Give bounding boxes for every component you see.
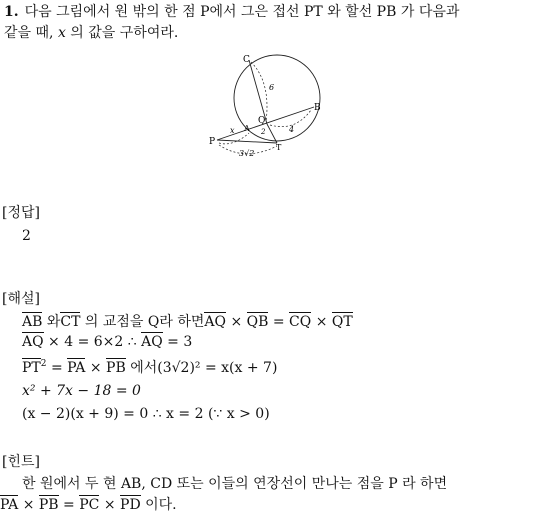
question-1 [4, 2, 532, 44]
label-two: 2 [261, 128, 266, 136]
hint-line-2: PA × PB = PC × PD 이다. [0, 497, 177, 513]
circle-secant-tangent-diagram [205, 52, 330, 164]
label-C: C [243, 55, 250, 65]
explanation-line-5: (x − 2)(x + 9) = 0 ∴ x = 2 (∵ x > 0) [22, 406, 270, 422]
explanation-label: [해설] [2, 291, 40, 307]
hint-label: [힌트] [2, 454, 40, 470]
label-P: P [209, 137, 216, 147]
hint-body [0, 474, 533, 516]
explanation-line-4: x² + 7x − 18 = 0 [22, 383, 141, 399]
question-line-2: 같을 때, x 의 값을 구하여라. [4, 25, 179, 41]
answer-label: [정답] [2, 205, 40, 221]
hint-line-1: 한 원에서 두 현 AB, CD 또는 이들의 연장선이 만나는 점을 P 라 하면 [22, 476, 448, 492]
label-A: A [244, 124, 250, 133]
question-line-1 [4, 2, 532, 23]
explanation-line-2: AQ × 4 = 6×2 ∴ AQ = 3 [22, 334, 193, 350]
question-text-1: 다음 그림에서 원 밖의 한 점 P에서 그은 접선 PT 와 할선 PB 가 다음과 [24, 4, 460, 20]
explanation-line-1: AB 와CT 의 교점을 Q라 하면AQ × QB = CQ × QT [22, 314, 353, 330]
label-x: x [230, 126, 235, 135]
chord-ct [249, 60, 267, 124]
question-number: 1. [4, 4, 19, 20]
brace-six [251, 62, 267, 122]
variable-x: x [57, 25, 66, 41]
label-four: 4 [289, 125, 295, 134]
label-six: 6 [269, 83, 275, 92]
label-Q: Q [258, 116, 266, 126]
label-B: B [314, 103, 321, 113]
geometry-figure [205, 52, 330, 164]
label-T: T [276, 143, 282, 152]
explanation-line-3: $PT^2$ = PA × PB 에서(3√2)² = x(x + 7) [22, 359, 278, 376]
answer-value: 2 [22, 228, 31, 244]
label-tangent-length: 3√2 [239, 149, 255, 158]
